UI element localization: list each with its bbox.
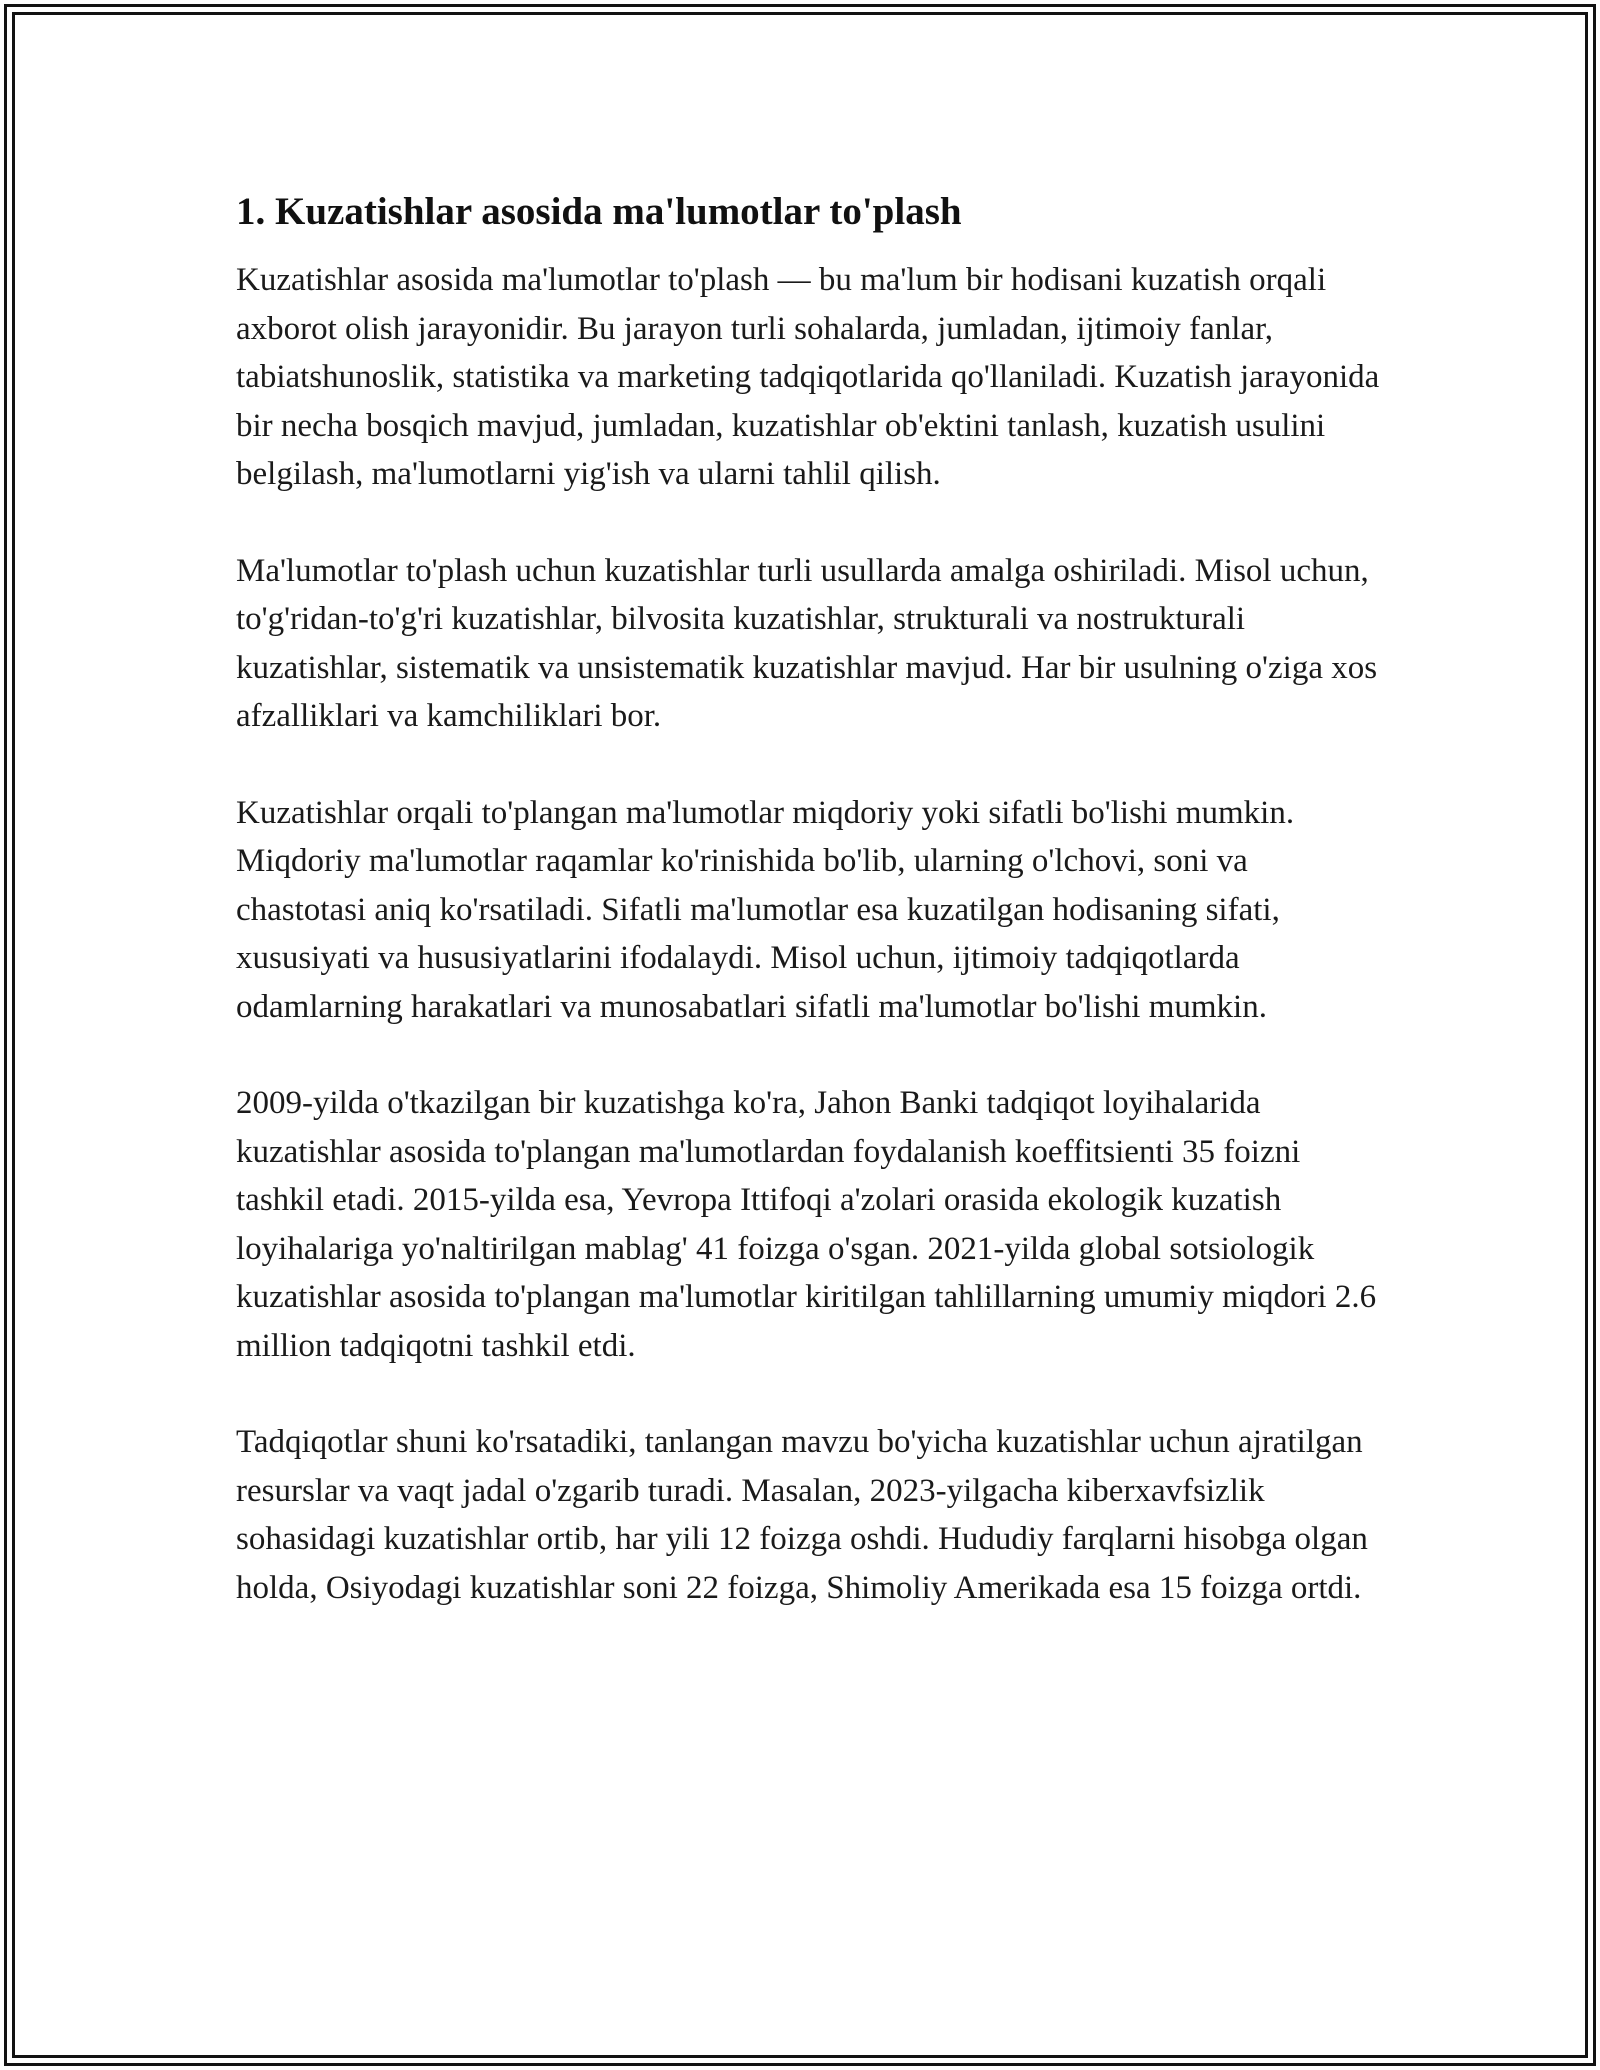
paragraph-5: Tadqiqotlar shuni ko'rsatadiki, tanlangan mavzu bo'yicha kuzatishlar uchun ajratilgan resurslar va vaqt jadal o'zgarib turadi. Masalan, 2023-yilgacha kiberxavfsizlik sohasidagi kuzatishlar ortib, har yili 12 foizga oshdi. Hududiy farqlarni hisobga olgan holda, Osiyodagi kuzatishlar soni 22 foizga, Shimoliy Amerikada esa 15 foizga ortdi. [236, 1424, 1368, 1606]
paragraph-1: Kuzatishlar asosida ma'lumotlar to'plash — bu ma'lum bir hodisani kuzatish orqali axborot olish jarayonidir. Bu jarayon turli sohalarda, jumladan, ijtimoiy fanlar, tabiatshunoslik, statistika va marketing tadqiqotlarida qo'llaniladi. Kuzatish jarayonida bir necha bosqich mavjud, jumladan, kuzatishlar ob'ektini tanlash, kuzatish usulini belgilash, ma'lumotlarni yig'ish va ularni tahlil qilish. [236, 262, 1380, 492]
paragraph-2: Ma'lumotlar to'plash uchun kuzatishlar turli usullarda amalga oshiriladi. Misol uchun, to'g'ridan-to'g'ri kuzatishlar, bilvosita kuzatishlar, strukturali va nostrukturali kuzatishlar, sistematik va unsistematik kuzatishlar mavjud. Har bir usulning o'ziga xos afzalliklari va kamchiliklari bor. [236, 552, 1378, 734]
paragraph-4: 2009-yilda o'tkazilgan bir kuzatishga ko'ra, Jahon Banki tadqiqot loyihalarida kuzatishlar asosida to'plangan ma'lumotlardan foydalanish koeffitsienti 35 foizni tashkil etadi. 2015-yilda esa, Yevropa Ittifoqi a'zolari orasida ekologik kuzatish loyihalariga yo'naltirilgan mablag' 41 foizga o'sgan. 2021-yilda global sotsiologik kuzatishlar asosida to'plangan ma'lumotlar kiritilgan tahlillarning umumiy miqdori 2.6 million tadqiqotni tashkil etdi. [236, 1085, 1377, 1364]
document-body [236, 186, 1386, 1660]
section-title: 1. Kuzatishlar asosida ma'lumotlar to'plash [236, 190, 962, 233]
paragraph-3: Kuzatishlar orqali to'plangan ma'lumotlar miqdoriy yoki sifatli bo'lishi mumkin. Miqdoriy ma'lumotlar raqamlar ko'rinishida bo'lib, ularning o'lchovi, soni va chastotasi aniq ko'rsatiladi. Sifatli ma'lumotlar esa kuzatilgan hodisaning sifati, xususiyati va hususiyatlarini ifodalaydi. Misol uchun, ijtimoiy tadqiqotlarda odamlarning harakatlari va munosabatlari sifatli ma'lumotlar bo'lishi mumkin. [236, 794, 1295, 1025]
